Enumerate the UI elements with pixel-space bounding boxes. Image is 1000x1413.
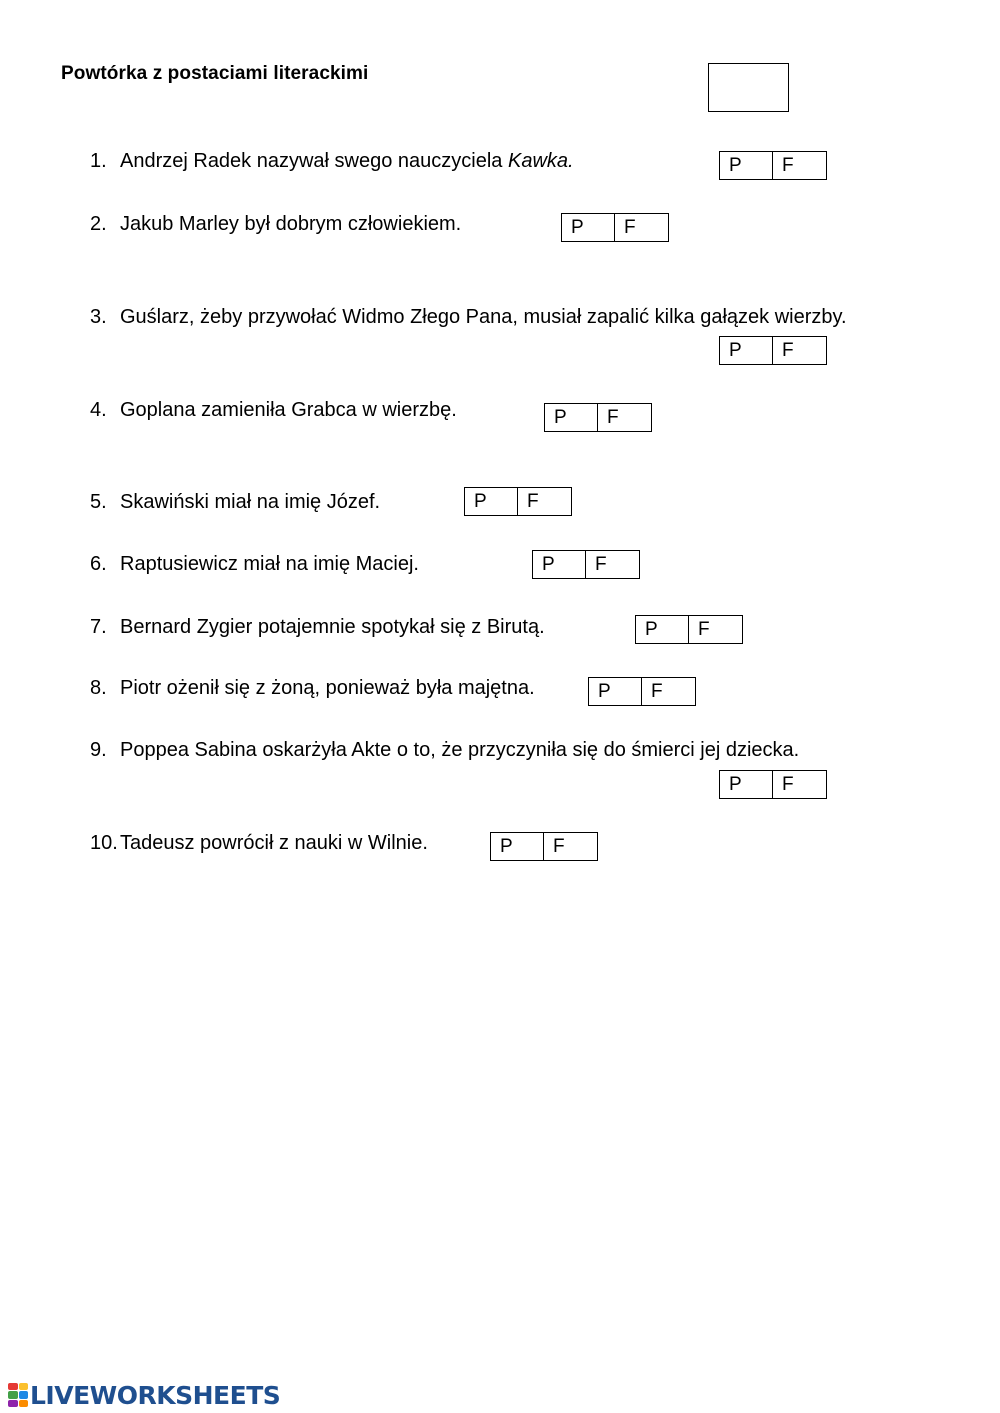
question-number: 7. [90,616,107,638]
logo-blocks-icon [8,1383,28,1407]
question-text: Tadeusz powrócił z nauki w Wilnie. [120,832,428,854]
worksheet-title: Powtórka z postaciami literackimi [61,63,369,84]
logo-block [8,1383,18,1390]
question-emphasis: Kawka. [507,150,574,172]
answer-box-4 [544,403,652,432]
question-number: 9. [90,739,107,761]
question-text: Jakub Marley był dobrym człowiekiem. [120,213,462,235]
question-7 [90,616,545,639]
answer-box-9 [719,770,827,799]
answer-false-option[interactable]: F [651,681,663,702]
question-9 [90,739,799,762]
question-text: Raptusiewicz miał na imię Maciej. [120,553,419,575]
answer-box-5 [464,487,572,516]
logo-block [8,1400,18,1407]
question-3 [90,306,847,329]
answer-box-10 [490,832,598,861]
question-number: 1. [90,150,107,172]
answer-true-option[interactable]: P [636,616,689,643]
answer-box-8 [588,677,696,706]
answer-true-option[interactable]: P [720,771,773,798]
question-text: Poppea Sabina oskarżyła Akte o to, że przyczyniła się do śmierci jej dziecka. [120,739,800,761]
question-number: 2. [90,213,107,235]
answer-false-option[interactable]: F [607,407,619,428]
logo-block [8,1391,18,1398]
question-number: 6. [90,553,107,575]
answer-false-option[interactable]: F [527,491,539,512]
question-6 [90,553,419,576]
question-text: Guślarz, żeby przywołać Widmo Złego Pana, musiał zapalić kilka gałązek wierzby. [120,306,847,328]
question-number: 8. [90,677,107,699]
answer-false-option[interactable]: F [782,155,794,176]
question-number: 3. [90,306,107,328]
answer-box-7 [635,615,743,644]
question-text: Goplana zamieniła Grabca w wierzbę. [120,399,457,421]
score-box [708,63,789,112]
answer-false-option[interactable]: F [624,217,636,238]
question-4 [90,399,457,422]
question-10 [90,832,428,855]
question-8 [90,677,535,700]
answer-box-1 [719,151,827,180]
answer-false-option[interactable]: F [782,340,794,361]
answer-box-6 [532,550,640,579]
answer-true-option[interactable]: P [589,678,642,705]
answer-true-option[interactable]: P [562,214,615,241]
liveworksheets-logo [8,1380,280,1410]
answer-true-option[interactable]: P [545,404,598,431]
answer-true-option[interactable]: P [720,152,773,179]
question-number: 5. [90,491,107,513]
logo-block [19,1391,29,1398]
question-number: 4. [90,399,107,421]
question-5 [90,491,380,514]
answer-false-option[interactable]: F [782,774,794,795]
question-text: Bernard Zygier potajemnie spotykał się z Birutą. [120,616,545,638]
logo-block [19,1400,29,1407]
question-text: Andrzej Radek nazywał swego nauczyciela Kawka. [120,150,574,172]
question-text: Skawiński miał na imię Józef. [120,491,381,513]
question-text: Piotr ożenił się z żoną, ponieważ była majętna. [120,677,535,699]
logo-block [19,1383,29,1390]
answer-false-option[interactable]: F [553,836,565,857]
answer-true-option[interactable]: P [720,337,773,364]
answer-false-option[interactable]: F [698,619,710,640]
answer-box-3 [719,336,827,365]
question-1 [90,150,574,173]
question-number: 10. [90,832,118,854]
answer-true-option[interactable]: P [465,488,518,515]
answer-box-2 [561,213,669,242]
question-2 [90,213,461,236]
logo-text: LIVEWORKSHEETS [30,1380,281,1410]
answer-true-option[interactable]: P [533,551,586,578]
answer-true-option[interactable]: P [491,833,544,860]
answer-false-option[interactable]: F [595,554,607,575]
